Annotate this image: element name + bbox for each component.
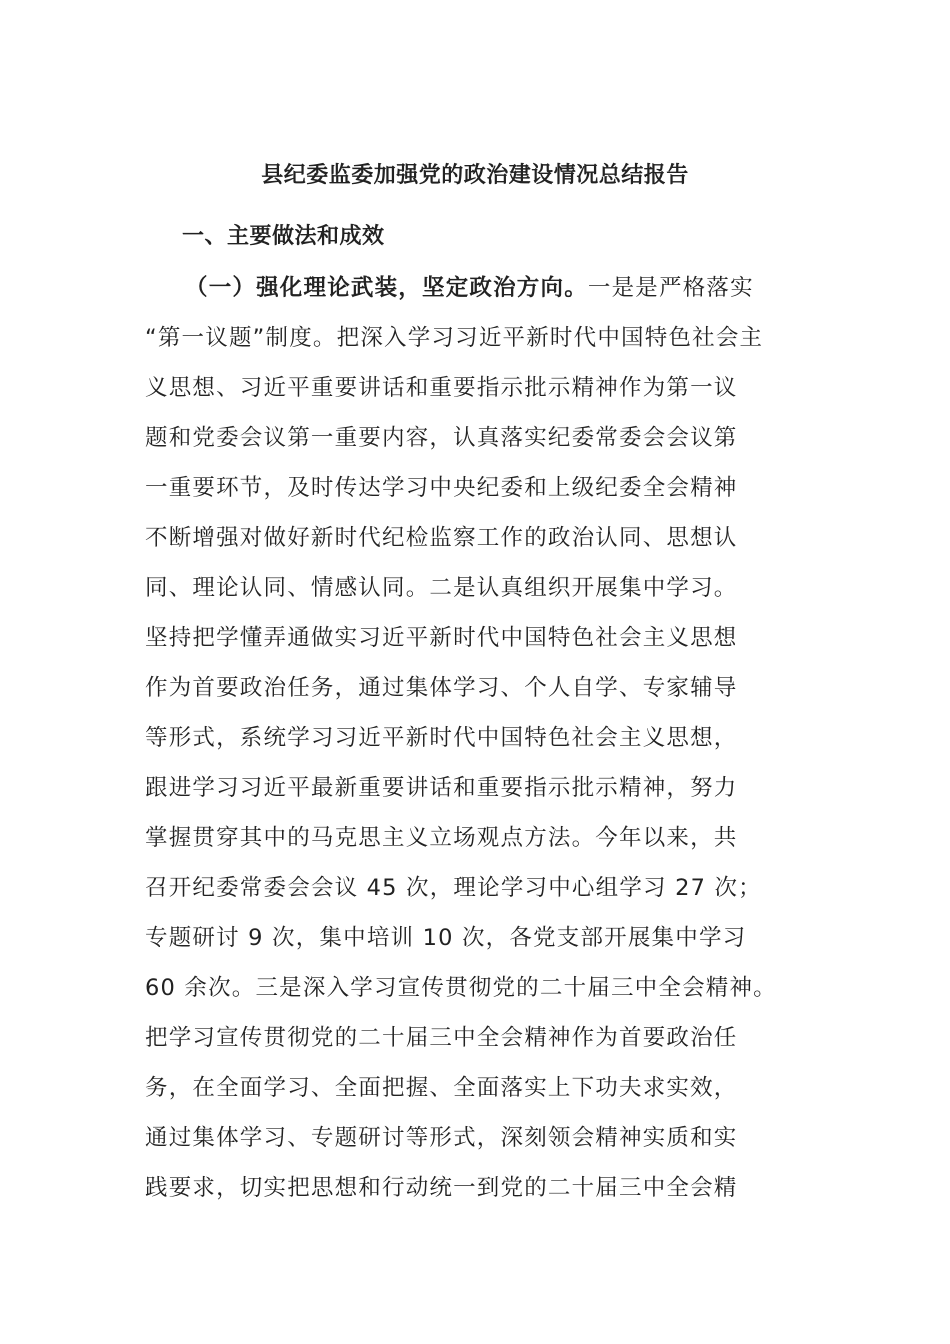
paragraph-line: 跟进学习习近平最新重要讲话和重要指示批示精神，努力 — [145, 775, 738, 801]
body-paragraph — [145, 270, 845, 1220]
paragraph-first-line — [145, 270, 845, 320]
paragraph-line: 召开纪委常委会会议 45 次，理论学习中心组学习 27 次； — [145, 875, 762, 901]
paragraph-line: 务，在全面学习、全面把握、全面落实上下功夫求实效， — [145, 1075, 738, 1101]
paragraph-lead-text: 一是是严格落实 — [587, 275, 754, 301]
paragraph-line: 掌握贯穿其中的马克思主义立场观点方法。今年以来，共 — [145, 825, 738, 851]
section-heading: 一、主要做法和成效 — [182, 224, 385, 249]
paragraph-line: “第一议题”制度。把深入学习习近平新时代中国特色社会主 — [145, 325, 764, 351]
paragraph-line: 通过集体学习、专题研讨等形式，深刻领会精神实质和实 — [145, 1125, 738, 1151]
paragraph-line: 义思想、习近平重要讲话和重要指示批示精神作为第一议 — [145, 375, 738, 401]
paragraph-line: 专题研讨 9 次，集中培训 10 次，各党支部开展集中学习 — [145, 925, 747, 951]
subsection-heading: （一）强化理论武装，坚定政治方向。 — [185, 275, 588, 301]
paragraph-line: 题和党委会议第一重要内容，认真落实纪委常委会会议第 — [145, 425, 738, 451]
paragraph-line: 一重要环节，及时传达学习中央纪委和上级纪委全会精神 — [145, 475, 738, 501]
paragraph-line: 60 余次。三是深入学习宣传贯彻党的二十届三中全会精神。 — [145, 975, 777, 1001]
paragraph-line: 等形式，系统学习习近平新时代中国特色社会主义思想， — [145, 725, 738, 751]
paragraph-line: 把学习宣传贯彻党的二十届三中全会精神作为首要政治任 — [145, 1025, 738, 1051]
paragraph-line: 不断增强对做好新时代纪检监察工作的政治认同、思想认 — [145, 525, 738, 551]
paragraph-line: 践要求，切实把思想和行动统一到党的二十届三中全会精 — [145, 1175, 738, 1201]
document-title: 县纪委监委加强党的政治建设情况总结报告 — [261, 163, 689, 188]
paragraph-line: 作为首要政治任务，通过集体学习、个人自学、专家辅导 — [145, 675, 738, 701]
paragraph-line: 同、理论认同、情感认同。二是认真组织开展集中学习。 — [145, 575, 738, 601]
paragraph-line: 坚持把学懂弄通做实习近平新时代中国特色社会主义思想 — [145, 625, 738, 651]
